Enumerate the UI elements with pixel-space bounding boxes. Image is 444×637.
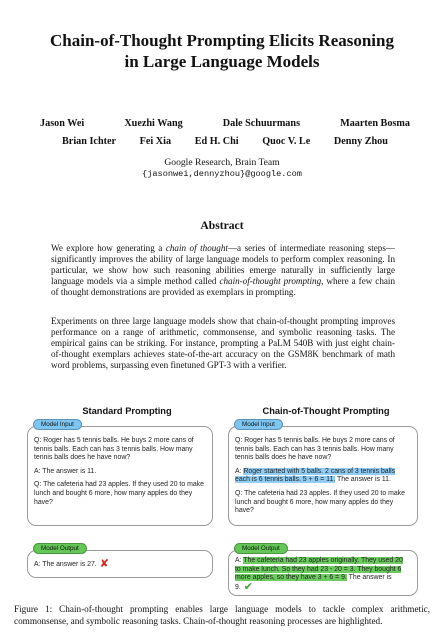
author-name: Quoc V. Le	[262, 136, 311, 147]
answer-prefix: A:	[235, 557, 244, 564]
answer-suffix: The answer is 9.	[235, 574, 392, 591]
reasoning-highlight: The cafeteria had 23 apples originally. They used 20 to make lunch. So they had 23 - 20 = 3. They bought 6 more apples, so they have 3 + 6 = 9.	[235, 557, 403, 582]
question-2: Q: The cafeteria had 23 apples. If they used 20 to make lunch and bought 6 more, how many apples do they have?	[235, 489, 405, 515]
abstract-paragraph-1	[51, 243, 395, 298]
authors-row-1	[40, 118, 410, 129]
answer-prefix: A:	[235, 467, 244, 475]
abstract-emphasis: chain-of-thought prompting	[219, 276, 322, 287]
model-input-pill: Model Input	[234, 419, 283, 430]
standard-prompting-title: Standard Prompting	[82, 406, 172, 416]
cot-input-box	[228, 426, 418, 526]
reasoning-highlight: Roger started with 5 balls. 2 cans of 3 tennis balls each is 6 tennis balls. 5 + 6 = 11.	[235, 467, 396, 484]
standard-output-box	[27, 550, 213, 578]
abstract-heading: Abstract	[200, 219, 244, 232]
wrong-cross-icon: ✘	[99, 558, 109, 570]
cot-prompting-title: Chain-of-Thought Prompting	[262, 406, 390, 416]
figure-caption: Figure 1: Chain-of-thought prompting enables large language models to tackle complex arithmetic, commonsense, and symbolic reasoning tasks. Chain-of-thought reasoning processes are highlighted.	[14, 604, 430, 626]
cot-output-box	[228, 550, 418, 596]
abstract-paragraph-2: Experiments on three large language models show that chain-of-thought prompting improves performance on a range of arithmetic, commonsense, and symbolic reasoning tasks. The empirical gains can be striking. For instance, prompting a PaLM 540B with just eight chain-of-thought exemplars achieves state-of-the-art accuracy on the GSM8K benchmark of math word problems, surpassing even finetuned GPT-3 with a verifier.	[51, 316, 395, 371]
answer-suffix: The answer is 11.	[335, 476, 391, 484]
abstract-text: , where a few chain of thought demonstrations are provided as exemplars in prompting.	[51, 276, 396, 298]
affiliation: Google Research, Brain Team	[164, 157, 280, 168]
standard-output-answer: A: The answer is 27.	[34, 561, 97, 568]
standard-input-box	[27, 426, 213, 526]
abstract-emphasis: chain of thought	[165, 243, 228, 253]
question-2: Q: The cafeteria had 23 apples. If they used 20 to make lunch and bought 6 more, how many apples do they have?	[34, 481, 204, 506]
question-1: Q: Roger has 5 tennis balls. He buys 2 more cans of tennis balls. Each can has 3 tennis balls. How many tennis balls does he have now?	[34, 437, 194, 462]
answer-1: A: The answer is 11.	[34, 467, 97, 475]
model-output-pill: Model Output	[234, 543, 288, 554]
abstract-text: —a series of intermediate reasoning steps—significantly improves the ability of large language models to perform complex reasoning. In particular, we show how such reasoning abilities emerge naturally in sufficiently large language models via a simple method called	[51, 243, 395, 287]
author-name: Jason Wei	[40, 118, 85, 129]
answer-1-with-reasoning	[235, 468, 409, 485]
authors-row-2	[62, 136, 388, 147]
paper-title	[0, 30, 444, 72]
question-1: Q: Roger has 5 tennis balls. He buys 2 more cans of tennis balls. Each can has 3 tennis balls. How many tennis balls does he have now?	[235, 437, 395, 462]
author-name: Dale Schuurmans	[222, 118, 301, 129]
author-name: Ed H. Chi	[194, 136, 239, 147]
correct-check-icon: ✔	[243, 580, 253, 593]
title-line-1: Chain-of-Thought Prompting Elicits Reasoning	[50, 31, 394, 50]
author-name: Fei Xia	[139, 136, 172, 147]
author-name: Xuezhi Wang	[124, 118, 183, 129]
author-name: Brian Ichter	[62, 136, 117, 147]
author-name: Denny Zhou	[333, 136, 388, 147]
author-name: Maarten Bosma	[340, 118, 410, 129]
author-email: {jasonwei,dennyzhou}@google.com	[142, 169, 302, 179]
title-line-2: in Large Language Models	[124, 52, 320, 71]
model-input-pill: Model Input	[33, 419, 82, 430]
abstract-text: We explore how generating a	[51, 243, 166, 253]
model-output-pill: Model Output	[33, 543, 87, 554]
